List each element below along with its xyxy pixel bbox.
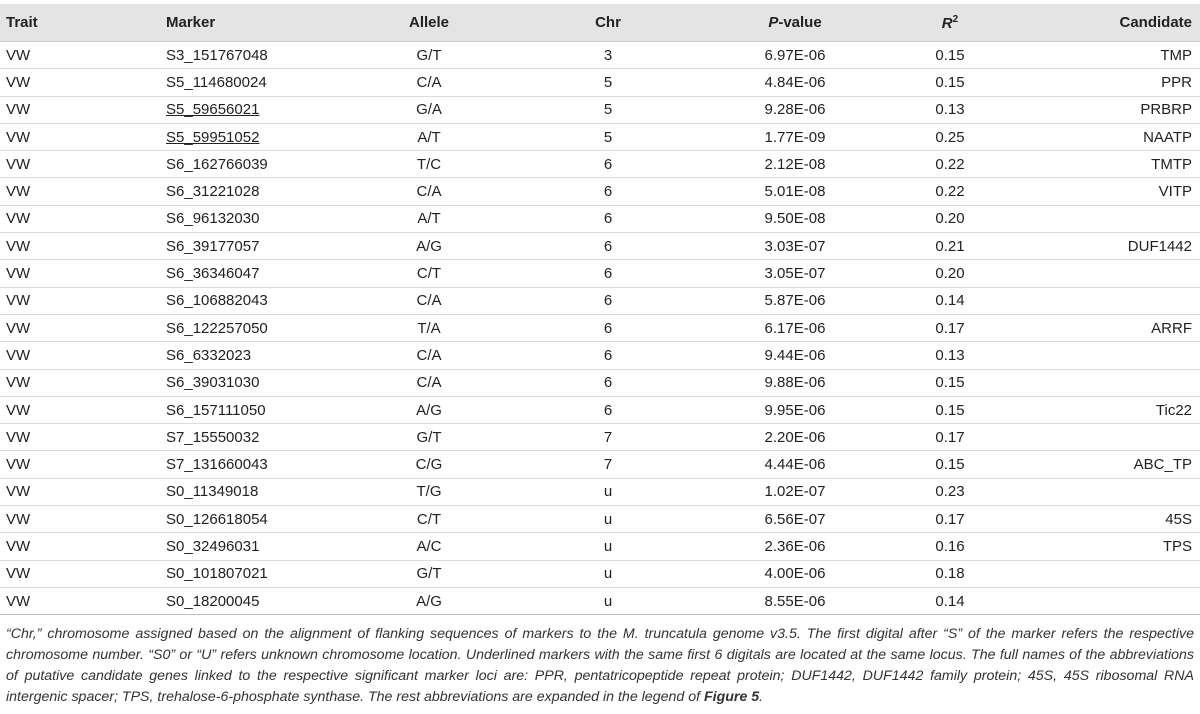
header-candidate: Candidate [1018, 4, 1200, 42]
header-trait: Trait [0, 4, 166, 42]
cell-pvalue: 2.36E-06 [708, 533, 882, 560]
header-r2-base: R [941, 14, 953, 32]
cell-candidate [1018, 560, 1200, 587]
cell-trait: VW [0, 478, 166, 505]
cell-allele: A/T [350, 205, 508, 232]
cell-trait: VW [0, 560, 166, 587]
table-row [0, 178, 1200, 205]
cell-trait: VW [0, 314, 166, 341]
cell-r2: 0.15 [882, 396, 1018, 423]
cell-chr: 5 [508, 69, 708, 96]
cell-candidate [1018, 205, 1200, 232]
cell-chr: u [508, 560, 708, 587]
cell-pvalue: 3.05E-07 [708, 260, 882, 287]
cell-pvalue: 9.44E-06 [708, 342, 882, 369]
cell-chr: 7 [508, 451, 708, 478]
cell-r2: 0.22 [882, 178, 1018, 205]
cell-pvalue: 4.44E-06 [708, 451, 882, 478]
cell-chr: u [508, 478, 708, 505]
footnote-end: . [759, 689, 764, 705]
table-row [0, 396, 1200, 423]
cell-candidate: TPS [1018, 533, 1200, 560]
cell-allele: G/T [350, 42, 508, 69]
cell-marker: S6_157111050 [166, 396, 350, 423]
cell-trait: VW [0, 233, 166, 260]
cell-pvalue: 3.03E-07 [708, 233, 882, 260]
header-pvalue-suffix: -value [778, 14, 822, 31]
cell-trait: VW [0, 424, 166, 451]
cell-marker: S6_96132030 [166, 205, 350, 232]
cell-candidate: PRBRP [1018, 96, 1200, 123]
cell-allele: A/G [350, 233, 508, 260]
cell-pvalue: 9.88E-06 [708, 369, 882, 396]
cell-trait: VW [0, 369, 166, 396]
cell-candidate: Tic22 [1018, 396, 1200, 423]
cell-pvalue: 4.84E-06 [708, 69, 882, 96]
table-footnote [6, 624, 1194, 708]
header-pvalue-italic: P [768, 14, 779, 31]
cell-pvalue: 5.01E-08 [708, 178, 882, 205]
cell-r2: 0.13 [882, 96, 1018, 123]
cell-r2: 0.20 [882, 205, 1018, 232]
cell-r2: 0.22 [882, 151, 1018, 178]
header-pvalue [708, 4, 882, 42]
cell-candidate: DUF1442 [1018, 233, 1200, 260]
cell-r2: 0.15 [882, 369, 1018, 396]
cell-marker: S0_126618054 [166, 506, 350, 533]
cell-r2: 0.15 [882, 42, 1018, 69]
cell-candidate [1018, 478, 1200, 505]
table-row [0, 560, 1200, 587]
cell-trait: VW [0, 178, 166, 205]
cell-trait: VW [0, 42, 166, 69]
cell-chr: 6 [508, 151, 708, 178]
cell-allele: C/A [350, 178, 508, 205]
cell-pvalue: 6.56E-07 [708, 506, 882, 533]
cell-r2: 0.16 [882, 533, 1018, 560]
cell-candidate: VITP [1018, 178, 1200, 205]
header-chr: Chr [508, 4, 708, 42]
cell-chr: u [508, 506, 708, 533]
cell-marker: S0_101807021 [166, 560, 350, 587]
cell-candidate: ARRF [1018, 314, 1200, 341]
table-row [0, 506, 1200, 533]
cell-marker: S5_59951052 [166, 123, 350, 150]
cell-allele: A/G [350, 396, 508, 423]
table-row [0, 205, 1200, 232]
cell-allele: G/A [350, 96, 508, 123]
cell-allele: C/T [350, 260, 508, 287]
table-row [0, 478, 1200, 505]
table-row [0, 42, 1200, 69]
cell-allele: C/A [350, 342, 508, 369]
cell-chr: 6 [508, 396, 708, 423]
table-row [0, 96, 1200, 123]
header-allele: Allele [350, 4, 508, 42]
cell-r2: 0.17 [882, 314, 1018, 341]
cell-r2: 0.18 [882, 560, 1018, 587]
cell-chr: 6 [508, 260, 708, 287]
cell-r2: 0.23 [882, 478, 1018, 505]
table-row [0, 314, 1200, 341]
cell-marker: S7_131660043 [166, 451, 350, 478]
cell-r2: 0.21 [882, 233, 1018, 260]
cell-trait: VW [0, 151, 166, 178]
cell-marker: S6_6332023 [166, 342, 350, 369]
cell-allele: C/T [350, 506, 508, 533]
cell-r2: 0.14 [882, 587, 1018, 614]
table-row [0, 151, 1200, 178]
cell-marker: S6_122257050 [166, 314, 350, 341]
table-header-row [0, 4, 1200, 42]
table-row [0, 260, 1200, 287]
cell-pvalue: 2.20E-06 [708, 424, 882, 451]
table-row [0, 587, 1200, 614]
cell-allele: A/G [350, 587, 508, 614]
header-r2 [882, 4, 1018, 42]
cell-marker: S0_32496031 [166, 533, 350, 560]
cell-trait: VW [0, 205, 166, 232]
cell-chr: 6 [508, 233, 708, 260]
cell-trait: VW [0, 123, 166, 150]
footnote-figure-ref: Figure 5 [703, 689, 760, 705]
cell-trait: VW [0, 451, 166, 478]
cell-marker: S6_162766039 [166, 151, 350, 178]
cell-chr: 5 [508, 96, 708, 123]
cell-trait: VW [0, 533, 166, 560]
cell-chr: 6 [508, 369, 708, 396]
header-marker: Marker [166, 4, 350, 42]
cell-candidate: ABC_TP [1018, 451, 1200, 478]
cell-pvalue: 6.97E-06 [708, 42, 882, 69]
cell-candidate: TMTP [1018, 151, 1200, 178]
cell-candidate [1018, 260, 1200, 287]
cell-chr: u [508, 533, 708, 560]
cell-allele: C/A [350, 69, 508, 96]
cell-pvalue: 4.00E-06 [708, 560, 882, 587]
cell-r2: 0.15 [882, 451, 1018, 478]
cell-trait: VW [0, 342, 166, 369]
cell-marker: S5_114680024 [166, 69, 350, 96]
cell-pvalue: 8.55E-06 [708, 587, 882, 614]
cell-r2: 0.15 [882, 69, 1018, 96]
cell-allele: A/T [350, 123, 508, 150]
cell-pvalue: 1.02E-07 [708, 478, 882, 505]
cell-trait: VW [0, 396, 166, 423]
table-body [0, 42, 1200, 615]
cell-candidate [1018, 342, 1200, 369]
cell-allele: G/T [350, 560, 508, 587]
cell-candidate: PPR [1018, 69, 1200, 96]
cell-pvalue: 9.50E-08 [708, 205, 882, 232]
cell-candidate: NAATP [1018, 123, 1200, 150]
cell-r2: 0.17 [882, 506, 1018, 533]
cell-chr: u [508, 587, 708, 614]
cell-allele: T/G [350, 478, 508, 505]
table-row [0, 369, 1200, 396]
cell-chr: 6 [508, 342, 708, 369]
table-row [0, 342, 1200, 369]
cell-candidate [1018, 587, 1200, 614]
cell-marker: S0_11349018 [166, 478, 350, 505]
cell-trait: VW [0, 506, 166, 533]
cell-r2: 0.14 [882, 287, 1018, 314]
table-row [0, 123, 1200, 150]
cell-pvalue: 2.12E-08 [708, 151, 882, 178]
cell-candidate [1018, 424, 1200, 451]
cell-chr: 6 [508, 205, 708, 232]
table-row [0, 424, 1200, 451]
cell-marker: S6_31221028 [166, 178, 350, 205]
table-row [0, 69, 1200, 96]
cell-marker: S0_18200045 [166, 587, 350, 614]
cell-r2: 0.25 [882, 123, 1018, 150]
cell-candidate: 45S [1018, 506, 1200, 533]
cell-chr: 7 [508, 424, 708, 451]
cell-chr: 6 [508, 287, 708, 314]
cell-marker: S5_59656021 [166, 96, 350, 123]
footnote-text: “Chr,” chromosome assigned based on the alignment of flanking sequences of markers to the M. truncatula genome v3.5. The first digital after “S” of the marker refers the respective chromosome number. “S0” or “U” refers unknown chromosome location. Underlined markers with the same first 6 digitals are located at the same locus. The full names of the abbreviations of putative candidate genes linked to the respective significant marker loci are: PPR, pentatricopeptide repeat protein; DUF1442, DUF1442 family protein; 45S, 45S ribosomal RNA intergenic spacer; TPS, trehalose-6-phosphate synthase. The rest abbreviations are expanded in the legend of [6, 626, 1194, 705]
cell-allele: C/A [350, 369, 508, 396]
cell-r2: 0.13 [882, 342, 1018, 369]
cell-trait: VW [0, 287, 166, 314]
cell-allele: T/C [350, 151, 508, 178]
cell-marker: S6_36346047 [166, 260, 350, 287]
cell-trait: VW [0, 260, 166, 287]
cell-allele: T/A [350, 314, 508, 341]
cell-allele: C/G [350, 451, 508, 478]
cell-marker: S6_39177057 [166, 233, 350, 260]
cell-pvalue: 5.87E-06 [708, 287, 882, 314]
cell-chr: 5 [508, 123, 708, 150]
cell-pvalue: 9.28E-06 [708, 96, 882, 123]
cell-chr: 6 [508, 314, 708, 341]
cell-trait: VW [0, 69, 166, 96]
cell-allele: A/C [350, 533, 508, 560]
cell-pvalue: 1.77E-09 [708, 123, 882, 150]
cell-r2: 0.20 [882, 260, 1018, 287]
cell-trait: VW [0, 96, 166, 123]
data-table [0, 4, 1200, 615]
header-r2-sup: 2 [952, 13, 959, 25]
cell-pvalue: 9.95E-06 [708, 396, 882, 423]
cell-trait: VW [0, 587, 166, 614]
cell-allele: G/T [350, 424, 508, 451]
cell-pvalue: 6.17E-06 [708, 314, 882, 341]
table-row [0, 287, 1200, 314]
cell-chr: 6 [508, 178, 708, 205]
cell-chr: 3 [508, 42, 708, 69]
table-row [0, 233, 1200, 260]
cell-allele: C/A [350, 287, 508, 314]
cell-candidate [1018, 369, 1200, 396]
cell-marker: S6_39031030 [166, 369, 350, 396]
cell-marker: S7_15550032 [166, 424, 350, 451]
cell-marker: S3_151767048 [166, 42, 350, 69]
table-row [0, 451, 1200, 478]
cell-marker: S6_106882043 [166, 287, 350, 314]
table-row [0, 533, 1200, 560]
cell-candidate [1018, 287, 1200, 314]
cell-r2: 0.17 [882, 424, 1018, 451]
cell-candidate: TMP [1018, 42, 1200, 69]
